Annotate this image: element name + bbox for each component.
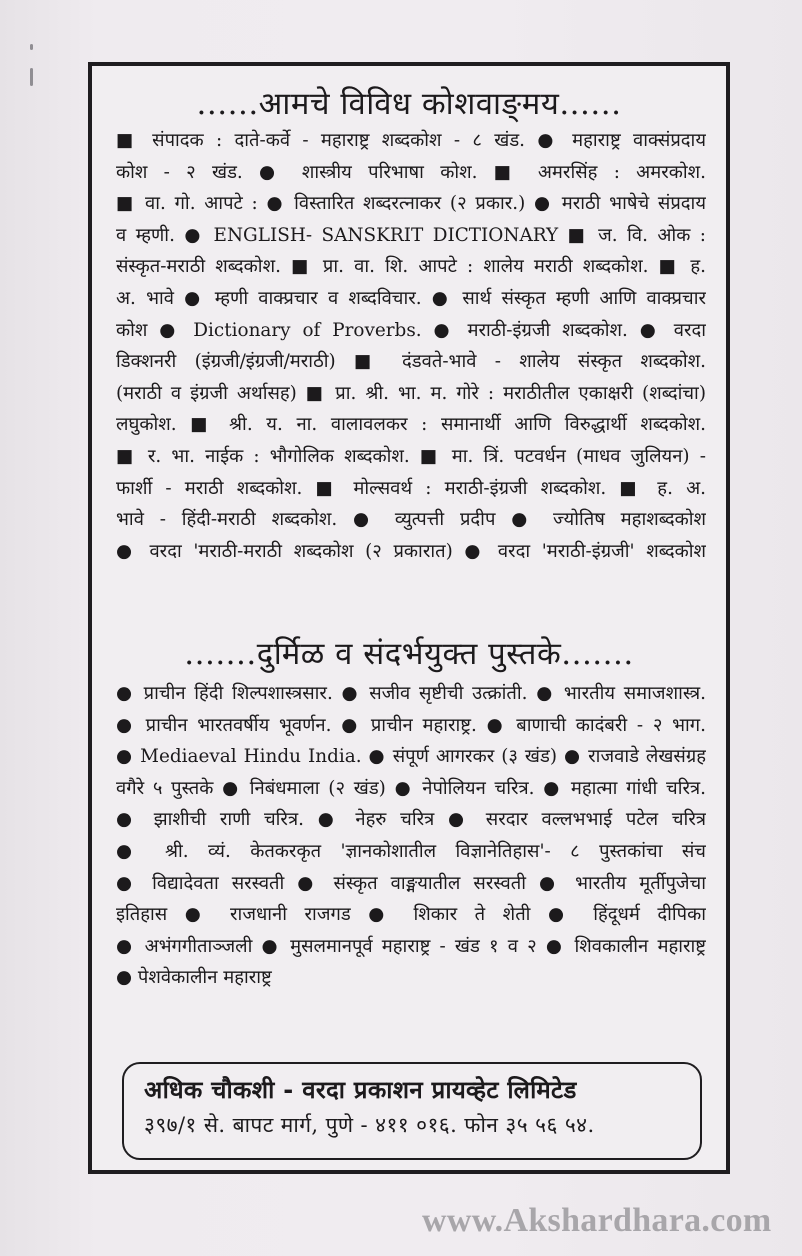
rare-books-heading: .......दुर्मिळ व संदर्भयुक्त पुस्तके....... xyxy=(184,636,634,672)
text-line: ● प्राचीन भारतवर्षीय भूवर्णन. ● प्राचीन महाराष्ट्र. ● बाणाची कादंबरी - २ भाग. xyxy=(116,714,706,736)
publisher-address: ३९७/१ से. बापट मार्ग, पुणे - ४११ ०१६. फोन ३५ ५६ ५४. xyxy=(144,1113,595,1137)
text-line: लघुकोश. ■ श्री. य. ना. वालावलकर : समानार्थी आणि विरुद्धार्थी शब्दकोश. xyxy=(116,414,706,436)
rare-books-list xyxy=(116,678,706,994)
text-line: ● पेशवेकालीन महाराष्ट्र xyxy=(116,967,272,989)
text-line: ■ वा. गो. आपटे : ● विस्तारित शब्दरत्नाकर (२ प्रकार.) ● मराठी भाषेचे संप्रदाय xyxy=(116,193,706,215)
publisher-name: अधिक चौकशी - वरदा प्रकाशन प्रायव्हेट लिमिटेड xyxy=(144,1076,577,1104)
text-line: डिक्शनरी (इंग्रजी/इंग्रजी/मराठी) ■ दंडवते-भावे - शालेय संस्कृत शब्दकोश. xyxy=(116,351,706,373)
dictionaries-heading: ......आमचे विविध कोशवाङ्‌मय...... xyxy=(196,86,622,122)
spine-mark xyxy=(30,44,33,50)
text-line: संस्कृत-मराठी शब्दकोश. ■ प्रा. वा. शि. आपटे : शालेय मराठी शब्दकोश. ■ ह. xyxy=(116,256,706,278)
text-line: ● श्री. व्यं. केतकरकृत 'ज्ञानकोशातील विज्ञानेतिहास'- ८ पुस्तकांचा संच xyxy=(116,840,706,862)
text-line: वगैरे ५ पुस्तके ● निबंधमाला (२ खंड) ● नेपोलियन चरित्र. ● महात्मा गांधी चरित्र. xyxy=(116,777,706,799)
text-line: कोश ● Dictionary of Proverbs. ● मराठी-इंग्रजी शब्दकोश. ● वरदा xyxy=(116,319,706,341)
text-line: ■ संपादक : दाते-कर्वे - महाराष्ट्र शब्दकोश - ८ खंड. ● महाराष्ट्र वाक्संप्रदाय xyxy=(116,130,706,151)
text-line: ● अभंगगीताञ्जली ● मुसलमानपूर्व महाराष्ट्र - खंड १ व २ ● शिवकालीन महाराष्ट्र xyxy=(116,935,706,957)
spine-mark xyxy=(30,68,33,86)
text-line: ● प्राचीन हिंदी शिल्पशास्त्रसार. ● सजीव सृष्टीची उत्क्रांती. ● भारतीय समाजशास्त्र. xyxy=(116,683,706,704)
text-line: ■ र. भा. नाईक : भौगोलिक शब्दकोश. ■ मा. त्रिं. पटवर्धन (माधव जुलियन) - xyxy=(116,445,706,467)
text-line: अ. भावे ● म्हणी वाक्प्रचार व शब्दविचार. ● सार्थ संस्कृत म्हणी आणि वाक्प्रचार xyxy=(116,287,706,309)
website-watermark: www.Akshardhara.com xyxy=(422,1202,772,1239)
text-line: कोश - २ खंड. ● शास्त्रीय परिभाषा कोश. ■ अमरसिंह : अमरकोश. xyxy=(116,161,706,183)
text-line: (मराठी व इंग्रजी अर्थासह) ■ प्रा. श्री. भा. म. गोरे : मराठीतील एकाक्षरी (शब्दांचा) xyxy=(116,382,706,404)
enquiry-box xyxy=(122,1062,702,1160)
text-line: फार्शी - मराठी शब्दकोश. ■ मोल्सवर्थ : मराठी-इंग्रजी शब्दकोश. ■ ह. अ. xyxy=(116,477,706,499)
content-frame xyxy=(88,62,730,1174)
text-line: ● Mediaeval Hindu India. ● संपूर्ण आगरकर (३ खंड) ● राजवाडे लेखसंग्रह xyxy=(116,746,706,768)
text-line: ● वरदा 'मराठी-मराठी शब्दकोश (२ प्रकारात) ● वरदा 'मराठी-इंग्रजी' शब्दकोश xyxy=(116,540,706,562)
text-line: भावे - हिंदी-मराठी शब्दकोश. ● व्युत्पत्ती प्रदीप ● ज्योतिष महाशब्दकोश xyxy=(116,509,706,531)
text-line: ● झाशीची राणी चरित्र. ● नेहरु चरित्र ● सरदार वल्लभभाई पटेल चरित्र xyxy=(116,809,706,831)
text-line: ● विद्यादेवता सरस्वती ● संस्कृत वाङ्मयातील सरस्वती ● भारतीय मूर्तीपुजेचा xyxy=(116,872,706,894)
dictionaries-list xyxy=(116,125,706,567)
text-line: व म्हणी. ● ENGLISH- SANSKRIT DICTIONARY ■ ज. वि. ओक : xyxy=(116,224,706,246)
text-line: इतिहास ● राजधानी राजगड ● शिकार ते शेती ● हिंदूधर्म दीपिका xyxy=(116,904,706,926)
